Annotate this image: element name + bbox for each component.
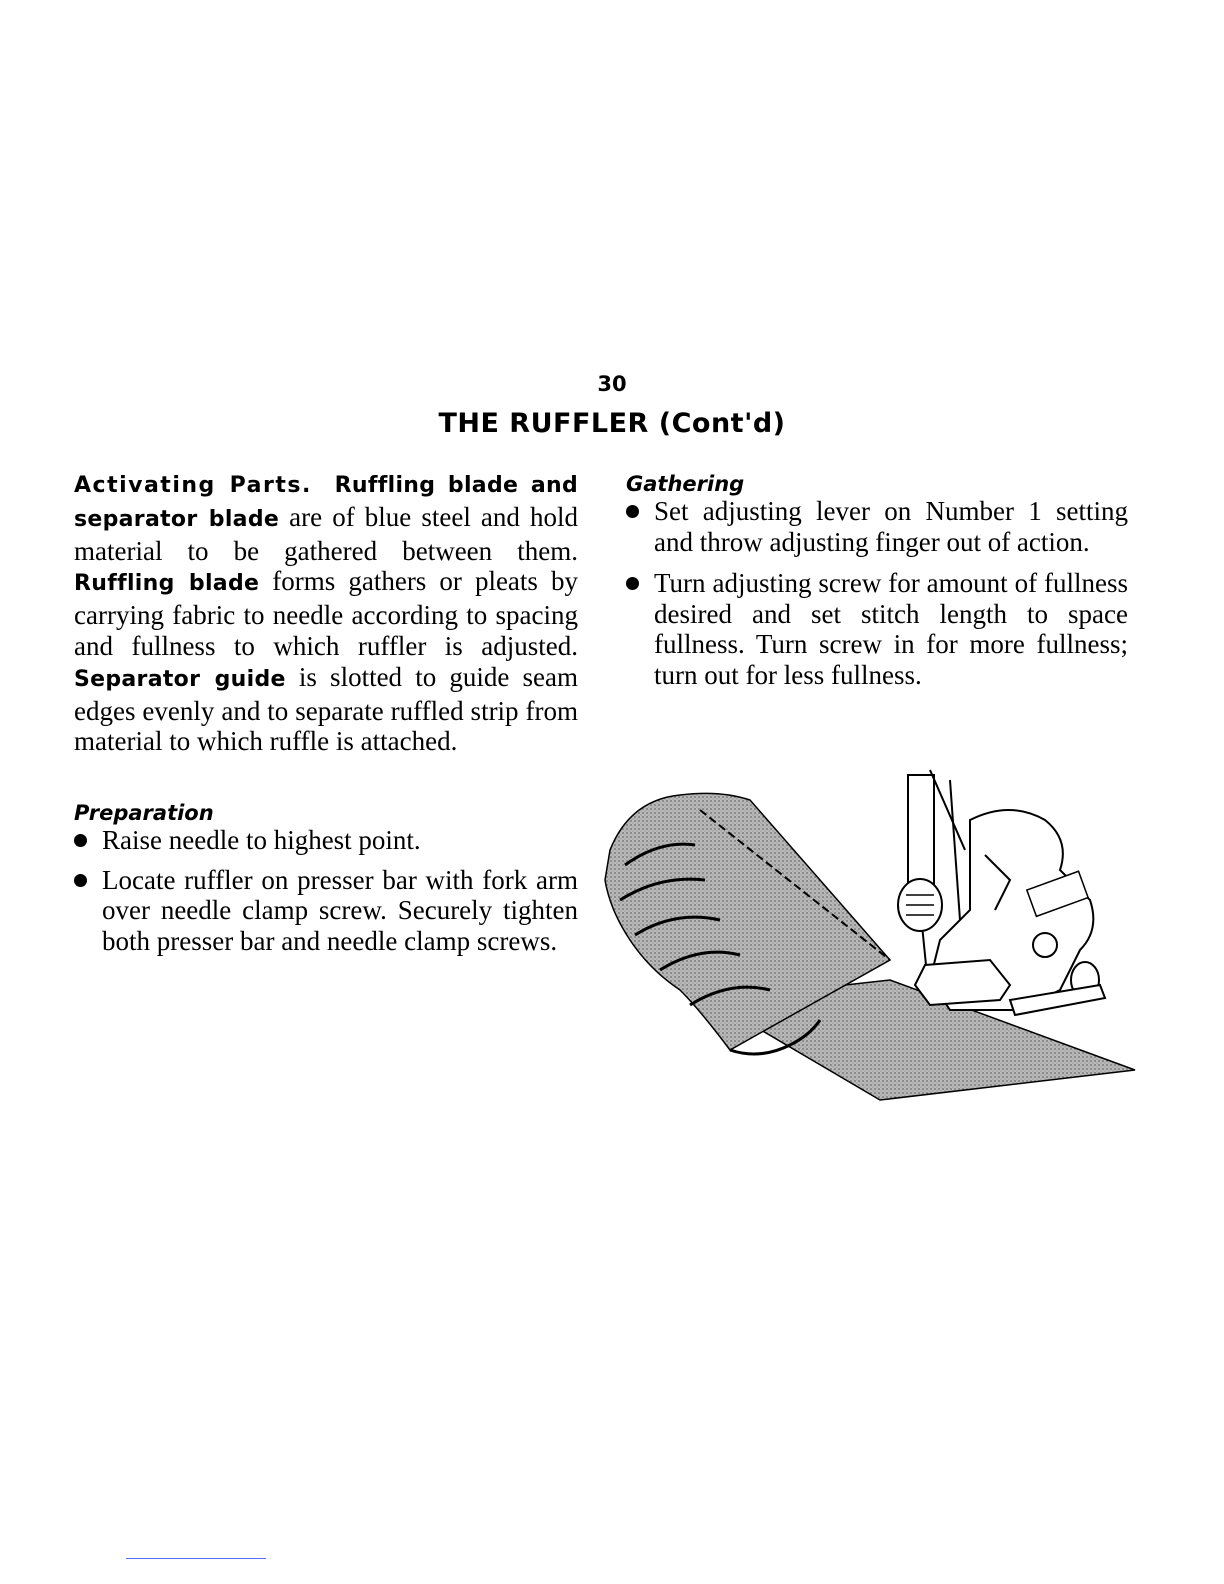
- term-ruffling-and-separator-blade: Ruffling blade and separator blade: [74, 473, 579, 532]
- preparation-item-text: Locate ruffler on presser bar with fork arm over needle clamp screw. Securely tighten both presser bar and needle clamp screws.: [102, 864, 578, 956]
- list-item: [626, 496, 1128, 557]
- right-column: [626, 472, 1128, 701]
- activating-text-3: is slotted to guide seam edges evenly and to separate ruffled strip from material to which ruffle is attached.: [74, 661, 578, 757]
- bottom-rule: [126, 1558, 266, 1559]
- activating-parts-paragraph: [74, 468, 578, 757]
- activating-text-2: forms gathers or pleats by carrying fabric to needle according to spacing and fullness to which ruffler is adjusted.: [74, 566, 578, 661]
- term-ruffling-blade: Ruffling blade: [74, 571, 260, 597]
- gathering-heading: Gathering: [626, 472, 745, 496]
- list-item: [626, 568, 1128, 690]
- bullet-icon: [626, 577, 639, 590]
- activating-parts-lead: Activating Parts.: [74, 473, 312, 498]
- gathering-list: [626, 496, 1128, 690]
- list-item: [74, 865, 578, 957]
- bullet-icon: [626, 505, 639, 518]
- left-column: [74, 468, 578, 965]
- page-title: THE RUFFLER (Cont'd): [438, 408, 786, 439]
- ruffler-illustration: [590, 760, 1140, 1110]
- preparation-item-text: Raise needle to highest point.: [102, 825, 421, 856]
- page-number: 30: [597, 372, 627, 396]
- gathering-item-text: Set adjusting lever on Number 1 setting and throw adjusting finger out of action.: [654, 496, 1128, 557]
- term-separator-guide: Separator guide: [74, 666, 286, 692]
- gathering-item-text: Turn adjusting screw for amount of fullness desired and set stitch length to space fullness. Turn screw in for more fullness; turn out for less fullness.: [654, 568, 1128, 690]
- bullet-icon: [74, 874, 87, 887]
- list-item: [74, 825, 578, 856]
- activating-text-1: are of blue steel and hold material to be gathered between them.: [74, 501, 579, 566]
- preparation-list: [74, 825, 578, 956]
- preparation-heading: Preparation: [74, 801, 214, 826]
- bullet-icon: [74, 834, 87, 847]
